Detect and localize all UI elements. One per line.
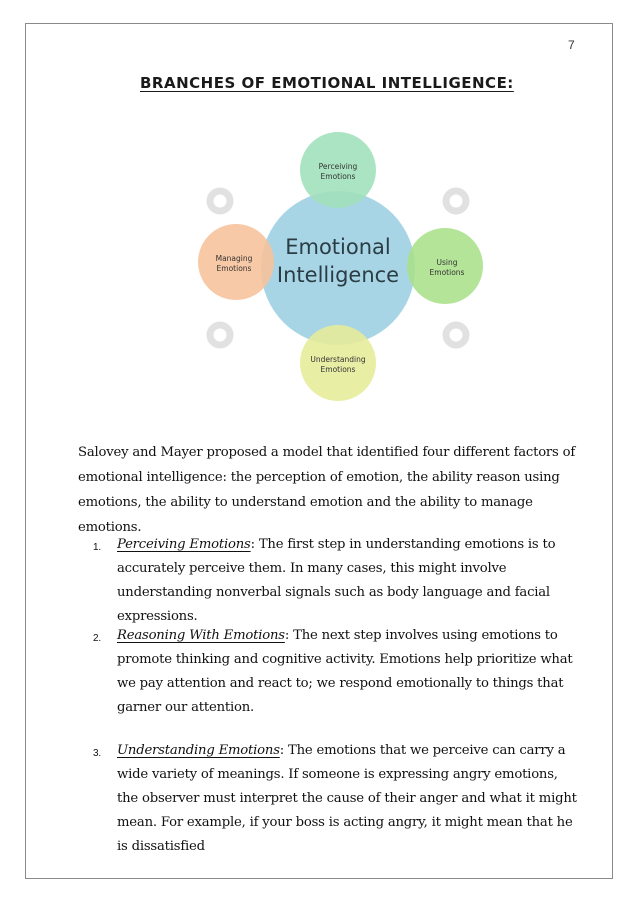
node-label-top-line-2: Emotions: [320, 172, 356, 181]
svg-text:Perceiving: [319, 162, 358, 171]
page-title: BRANCHES OF EMOTIONAL INTELLIGENCE:: [140, 74, 514, 92]
list-item-body: [117, 624, 579, 720]
list-item-number: 3.: [93, 748, 101, 759]
svg-text:Intelligence: [277, 263, 399, 287]
svg-text:Emotions: [217, 264, 252, 273]
node-label-bottom-line-1: Understanding: [310, 355, 366, 364]
center-label-line-2: Intelligence: [276, 263, 400, 287]
list-item-text: : The next step involves using emotions to promote thinking and cognitive activity. Emotions help prioritize what we pay attention and react to; we respond emotionally to things that garner our attention.: [117, 628, 573, 715]
decorative-ring-top-left: [210, 191, 230, 211]
list-item-text: : The emotions that we perceive can carry a wide variety of meanings. If someone is expressing angry emotions, the observer must interpret the cause of their anger and what it might mean. For example, if your boss is acting angry, it might mean that he is dissatisfied: [117, 743, 577, 854]
page-number: 7: [568, 38, 575, 52]
svg-text:Using: [437, 258, 458, 267]
svg-text:Emotions: [430, 268, 465, 277]
list-item-text: : The first step in understanding emotions is to accurately perceive them. In many cases, this might involve understanding nonverbal signals such as body language and facial expressions.: [117, 537, 556, 624]
svg-text:Emotional: [285, 235, 391, 259]
list-item-term: Perceiving Emotions: [117, 537, 251, 552]
decorative-ring-top-right: [446, 191, 466, 211]
decorative-ring-bottom-left: [210, 325, 230, 345]
node-label-top-line-1: Perceiving: [318, 162, 358, 171]
list-item-number: 2.: [93, 633, 101, 644]
svg-text:Understanding: [310, 355, 365, 364]
svg-text:Emotions: [321, 365, 356, 374]
list-item-number: 1.: [93, 542, 101, 553]
list-item-term: Understanding Emotions: [117, 743, 280, 758]
node-label-left-line-1: Managing: [215, 254, 253, 263]
svg-text:Emotions: [321, 172, 356, 181]
list-item-body: [117, 533, 579, 629]
list-item-term: Reasoning With Emotions: [117, 628, 285, 643]
decorative-ring-bottom-right: [446, 325, 466, 345]
node-label-left-line-2: Emotions: [216, 264, 252, 273]
svg-text:Managing: [216, 254, 253, 263]
list-item-body: [117, 739, 579, 859]
node-label-right-line-2: Emotions: [429, 268, 465, 277]
center-label-line-1: Emotional: [285, 235, 391, 259]
intro-paragraph: Salovey and Mayer proposed a model that identified four different factors of emotional intelligence: the perception of emotion, the ability reason using emotions, the ability to understand emotion and the ability to manage emotions.: [78, 445, 576, 535]
node-label-bottom-line-2: Emotions: [320, 365, 356, 374]
node-label-right-line-1: Using: [436, 258, 458, 267]
emotional-intelligence-diagram: [178, 128, 498, 418]
